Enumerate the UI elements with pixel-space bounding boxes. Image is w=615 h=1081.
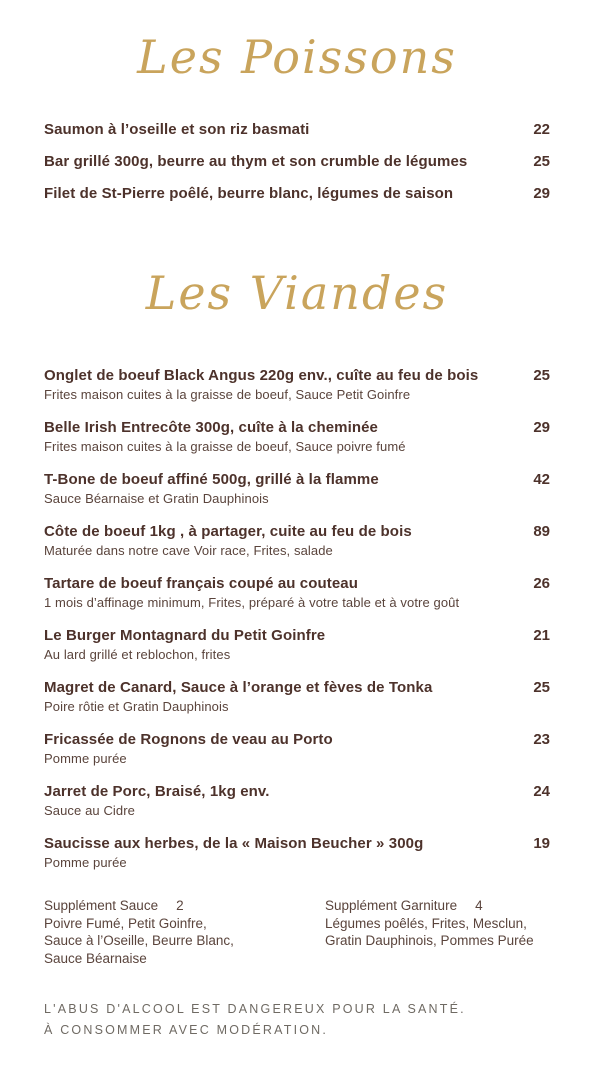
item-name: Saucisse aux herbes, de la « Maison Beucher » 300g [44,835,424,852]
item-description: 1 mois d’affinage minimum, Frites, préparé à votre table et à votre goût [44,595,460,610]
item-price: 25 [533,679,550,696]
menu-item-bar-grille [44,152,550,172]
supplement-line: Sauce Béarnaise [44,950,147,966]
item-price: 29 [533,419,550,436]
item-name: Fricassée de Rognons de veau au Porto [44,731,333,748]
item-name: Bar grillé 300g, beurre au thym et son crumble de légumes [44,153,468,170]
supplement-line: Poivre Fumé, Petit Goinfre, [44,915,207,931]
item-name: Jarret de Porc, Braisé, 1kg env. [44,783,270,800]
menu-item-t-bone [44,470,550,507]
item-name: Côte de boeuf 1kg , à partager, cuite au feu de bois [44,523,412,540]
supplement-title: Supplément Sauce [44,898,159,913]
menu-item-saucisse-herbes [44,834,550,871]
menu-item-fricassee-rognons [44,730,550,767]
item-price: 26 [533,575,550,592]
item-name: Magret de Canard, Sauce à l’orange et fèves de Tonka [44,679,433,696]
alcohol-warning [44,999,550,1041]
supplement-sauce-column [44,897,325,967]
item-description: Sauce Béarnaise et Gratin Dauphinois [44,491,269,506]
supplement-line: Gratin Dauphinois, Pommes Purée [325,933,534,948]
menu-item-onglet [44,366,550,403]
supplement-line: Légumes poêlés, Frites, Mesclun, [325,915,527,931]
item-price: 29 [533,185,550,202]
supplement-title-row [44,897,325,915]
item-description: Au lard grillé et reblochon, frites [44,647,231,662]
menu-item-tartare [44,574,550,611]
item-price: 22 [533,121,550,138]
menu-item-burger-montagnard [44,626,550,663]
item-description: Frites maison cuites à la graisse de boeuf, Sauce Petit Goinfre [44,387,411,402]
item-price: 19 [533,835,550,852]
alcohol-warning-line-2: À CONSOMMER AVEC MODÉRATION. [44,1023,329,1037]
item-name: Tartare de boeuf français coupé au couteau [44,575,358,592]
item-price: 25 [533,367,550,384]
item-price: 21 [533,627,550,644]
item-name: Onglet de boeuf Black Angus 220g env., cuîte au feu de bois [44,367,479,384]
supplement-line: Sauce à l’Oseille, Beurre Blanc, [44,933,234,948]
item-description: Frites maison cuites à la graisse de boeuf, Sauce poivre fumé [44,439,406,454]
section-title-viandes: Les Viandes [145,266,449,320]
menu-item-magret-canard [44,678,550,715]
item-price: 23 [533,731,550,748]
menu-item-entrecote [44,418,550,455]
supplement-title: Supplément Garniture [325,898,458,913]
supplement-title-row [325,897,550,915]
item-price: 24 [533,783,550,800]
item-name: T-Bone de boeuf affiné 500g, grillé à la flamme [44,471,379,488]
item-price: 89 [533,523,550,540]
item-description: Poire rôtie et Gratin Dauphinois [44,699,229,714]
item-name: Saumon à l’oseille et son riz basmati [44,121,310,138]
fish-items-list [44,120,550,204]
item-description: Pomme purée [44,855,127,870]
item-name: Filet de St-Pierre poêlé, beurre blanc, légumes de saison [44,185,454,202]
section-title-poissons: Les Poissons [137,30,457,84]
supplement-garniture-column [325,897,550,967]
supplements-section [44,897,550,967]
item-price: 42 [533,471,550,488]
menu-item-cote-de-boeuf [44,522,550,559]
meat-items-list [44,366,550,871]
item-name: Belle Irish Entrecôte 300g, cuîte à la cheminée [44,419,379,436]
supplement-price: 4 [475,898,483,913]
menu-item-saumon [44,120,550,140]
menu-item-jarret-porc [44,782,550,819]
menu-item-filet-st-pierre [44,184,550,204]
item-description: Sauce au Cidre [44,803,136,818]
alcohol-warning-line-1: L'ABUS D'ALCOOL EST DANGEREUX POUR LA SANTÉ. [44,1002,466,1016]
item-name: Le Burger Montagnard du Petit Goinfre [44,627,326,644]
item-price: 25 [533,153,550,170]
item-description: Maturée dans notre cave Voir race, Frites, salade [44,543,333,558]
supplement-price: 2 [176,898,184,913]
item-description: Pomme purée [44,751,127,766]
